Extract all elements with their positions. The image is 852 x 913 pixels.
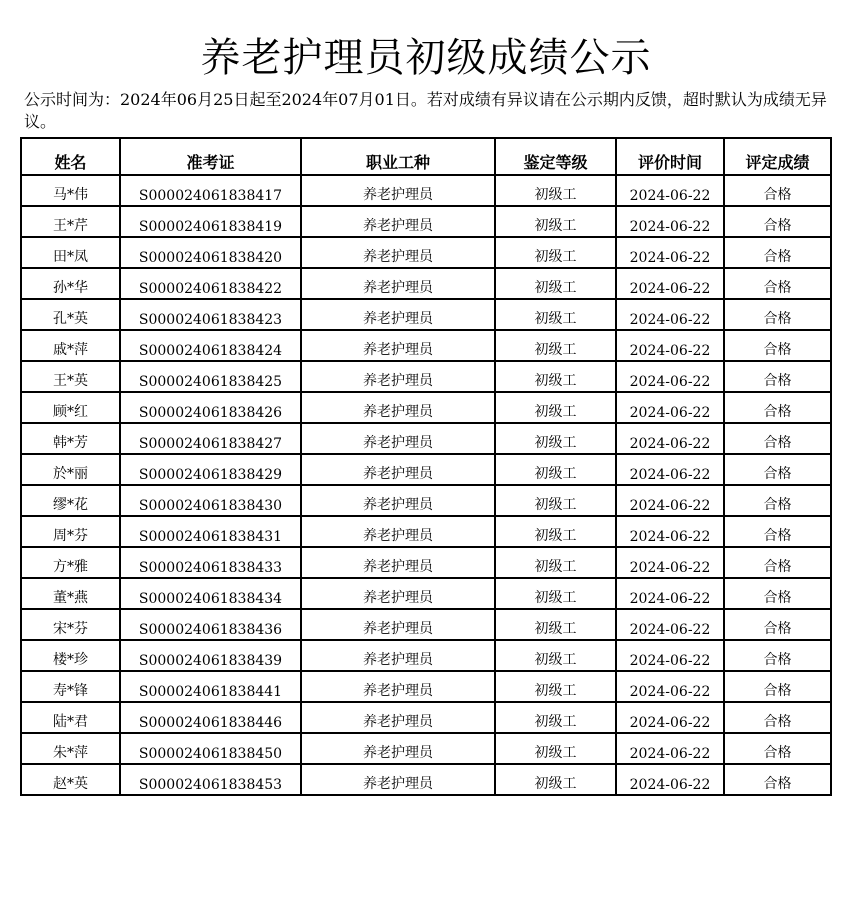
- cell-eval-date: 2024-06-22: [616, 640, 724, 671]
- cell-result: 合格: [724, 640, 831, 671]
- cell-eval-date: 2024-06-22: [616, 206, 724, 237]
- cell-eval-date: 2024-06-22: [616, 454, 724, 485]
- table-row: [21, 671, 831, 702]
- cell-result: 合格: [724, 609, 831, 640]
- cell-name: 周*芬: [21, 516, 120, 547]
- cell-occupation: 养老护理员: [301, 485, 495, 516]
- cell-level: 初级工: [495, 454, 616, 485]
- header-eval-date: 评价时间: [616, 138, 724, 175]
- cell-ticket-number: S000024061838436: [120, 609, 301, 640]
- cell-level: 初级工: [495, 640, 616, 671]
- table-row: [21, 485, 831, 516]
- cell-occupation: 养老护理员: [301, 330, 495, 361]
- cell-occupation: 养老护理员: [301, 671, 495, 702]
- cell-occupation: 养老护理员: [301, 733, 495, 764]
- cell-eval-date: 2024-06-22: [616, 764, 724, 795]
- cell-name: 方*雅: [21, 547, 120, 578]
- table-row: [21, 330, 831, 361]
- cell-occupation: 养老护理员: [301, 702, 495, 733]
- table-row: [21, 516, 831, 547]
- cell-name: 朱*萍: [21, 733, 120, 764]
- cell-ticket-number: S000024061838433: [120, 547, 301, 578]
- cell-ticket-number: S000024061838446: [120, 702, 301, 733]
- cell-ticket-number: S000024061838439: [120, 640, 301, 671]
- cell-name: 王*英: [21, 361, 120, 392]
- cell-name: 赵*英: [21, 764, 120, 795]
- cell-level: 初级工: [495, 609, 616, 640]
- cell-eval-date: 2024-06-22: [616, 609, 724, 640]
- cell-eval-date: 2024-06-22: [616, 175, 724, 206]
- cell-name: 寿*锋: [21, 671, 120, 702]
- cell-occupation: 养老护理员: [301, 423, 495, 454]
- cell-eval-date: 2024-06-22: [616, 671, 724, 702]
- cell-level: 初级工: [495, 299, 616, 330]
- cell-ticket-number: S000024061838426: [120, 392, 301, 423]
- cell-occupation: 养老护理员: [301, 299, 495, 330]
- cell-occupation: 养老护理员: [301, 764, 495, 795]
- table-row: [21, 609, 831, 640]
- cell-level: 初级工: [495, 392, 616, 423]
- cell-occupation: 养老护理员: [301, 454, 495, 485]
- cell-result: 合格: [724, 361, 831, 392]
- table-row: [21, 640, 831, 671]
- cell-result: 合格: [724, 423, 831, 454]
- cell-result: 合格: [724, 206, 831, 237]
- table-body: [21, 175, 831, 795]
- cell-occupation: 养老护理员: [301, 392, 495, 423]
- cell-result: 合格: [724, 485, 831, 516]
- cell-level: 初级工: [495, 361, 616, 392]
- cell-eval-date: 2024-06-22: [616, 299, 724, 330]
- cell-result: 合格: [724, 268, 831, 299]
- cell-level: 初级工: [495, 268, 616, 299]
- cell-result: 合格: [724, 764, 831, 795]
- cell-name: 董*燕: [21, 578, 120, 609]
- cell-ticket-number: S000024061838450: [120, 733, 301, 764]
- cell-result: 合格: [724, 454, 831, 485]
- cell-ticket-number: S000024061838423: [120, 299, 301, 330]
- cell-level: 初级工: [495, 206, 616, 237]
- header-result: 评定成绩: [724, 138, 831, 175]
- table-row: [21, 547, 831, 578]
- cell-occupation: 养老护理员: [301, 237, 495, 268]
- cell-occupation: 养老护理员: [301, 206, 495, 237]
- results-table: [20, 137, 832, 796]
- cell-level: 初级工: [495, 175, 616, 206]
- header-name: 姓名: [21, 138, 120, 175]
- cell-ticket-number: S000024061838430: [120, 485, 301, 516]
- cell-level: 初级工: [495, 671, 616, 702]
- cell-name: 田*凤: [21, 237, 120, 268]
- cell-occupation: 养老护理员: [301, 175, 495, 206]
- header-level: 鉴定等级: [495, 138, 616, 175]
- cell-eval-date: 2024-06-22: [616, 547, 724, 578]
- table-row: [21, 237, 831, 268]
- cell-result: 合格: [724, 237, 831, 268]
- cell-level: 初级工: [495, 423, 616, 454]
- cell-name: 马*伟: [21, 175, 120, 206]
- cell-ticket-number: S000024061838420: [120, 237, 301, 268]
- cell-result: 合格: [724, 733, 831, 764]
- table-row: [21, 299, 831, 330]
- cell-eval-date: 2024-06-22: [616, 702, 724, 733]
- table-row: [21, 392, 831, 423]
- cell-name: 戚*萍: [21, 330, 120, 361]
- cell-occupation: 养老护理员: [301, 268, 495, 299]
- cell-occupation: 养老护理员: [301, 609, 495, 640]
- cell-level: 初级工: [495, 578, 616, 609]
- cell-level: 初级工: [495, 516, 616, 547]
- cell-result: 合格: [724, 392, 831, 423]
- cell-ticket-number: S000024061838425: [120, 361, 301, 392]
- cell-level: 初级工: [495, 547, 616, 578]
- cell-result: 合格: [724, 547, 831, 578]
- cell-level: 初级工: [495, 485, 616, 516]
- table-header-row: [21, 138, 831, 175]
- cell-eval-date: 2024-06-22: [616, 733, 724, 764]
- header-ticket-number: 准考证: [120, 138, 301, 175]
- cell-result: 合格: [724, 702, 831, 733]
- table-row: [21, 702, 831, 733]
- cell-result: 合格: [724, 330, 831, 361]
- cell-eval-date: 2024-06-22: [616, 268, 724, 299]
- cell-ticket-number: S000024061838434: [120, 578, 301, 609]
- cell-name: 孙*华: [21, 268, 120, 299]
- cell-name: 陆*君: [21, 702, 120, 733]
- cell-name: 於*丽: [21, 454, 120, 485]
- cell-result: 合格: [724, 578, 831, 609]
- cell-occupation: 养老护理员: [301, 516, 495, 547]
- cell-ticket-number: S000024061838422: [120, 268, 301, 299]
- cell-result: 合格: [724, 175, 831, 206]
- cell-eval-date: 2024-06-22: [616, 237, 724, 268]
- notice-text: 公示时间为：2024年06月25日起至2024年07月01日。若对成绩有异议请在公示期内反馈，超时默认为成绩无异议。: [24, 90, 827, 131]
- table-row: [21, 764, 831, 795]
- cell-occupation: 养老护理员: [301, 547, 495, 578]
- cell-eval-date: 2024-06-22: [616, 330, 724, 361]
- cell-eval-date: 2024-06-22: [616, 485, 724, 516]
- cell-level: 初级工: [495, 733, 616, 764]
- cell-name: 王*芹: [21, 206, 120, 237]
- cell-level: 初级工: [495, 702, 616, 733]
- cell-result: 合格: [724, 299, 831, 330]
- table-row: [21, 206, 831, 237]
- cell-name: 韩*芳: [21, 423, 120, 454]
- cell-ticket-number: S000024061838417: [120, 175, 301, 206]
- table-row: [21, 578, 831, 609]
- cell-name: 缪*花: [21, 485, 120, 516]
- table-row: [21, 454, 831, 485]
- table-row: [21, 733, 831, 764]
- cell-ticket-number: S000024061838429: [120, 454, 301, 485]
- cell-ticket-number: S000024061838424: [120, 330, 301, 361]
- cell-occupation: 养老护理员: [301, 578, 495, 609]
- cell-eval-date: 2024-06-22: [616, 578, 724, 609]
- table-row: [21, 361, 831, 392]
- page-title: 养老护理员初级成绩公示: [200, 35, 652, 81]
- cell-name: 孔*英: [21, 299, 120, 330]
- cell-ticket-number: S000024061838419: [120, 206, 301, 237]
- cell-occupation: 养老护理员: [301, 361, 495, 392]
- cell-level: 初级工: [495, 764, 616, 795]
- cell-ticket-number: S000024061838431: [120, 516, 301, 547]
- cell-eval-date: 2024-06-22: [616, 516, 724, 547]
- cell-eval-date: 2024-06-22: [616, 423, 724, 454]
- table-row: [21, 268, 831, 299]
- cell-occupation: 养老护理员: [301, 640, 495, 671]
- cell-level: 初级工: [495, 237, 616, 268]
- cell-ticket-number: S000024061838453: [120, 764, 301, 795]
- cell-result: 合格: [724, 516, 831, 547]
- cell-level: 初级工: [495, 330, 616, 361]
- cell-name: 楼*珍: [21, 640, 120, 671]
- cell-ticket-number: S000024061838427: [120, 423, 301, 454]
- header-occupation: 职业工种: [301, 138, 495, 175]
- cell-eval-date: 2024-06-22: [616, 392, 724, 423]
- cell-ticket-number: S000024061838441: [120, 671, 301, 702]
- cell-name: 顾*红: [21, 392, 120, 423]
- cell-eval-date: 2024-06-22: [616, 361, 724, 392]
- cell-name: 宋*芬: [21, 609, 120, 640]
- table-row: [21, 175, 831, 206]
- cell-result: 合格: [724, 671, 831, 702]
- table-row: [21, 423, 831, 454]
